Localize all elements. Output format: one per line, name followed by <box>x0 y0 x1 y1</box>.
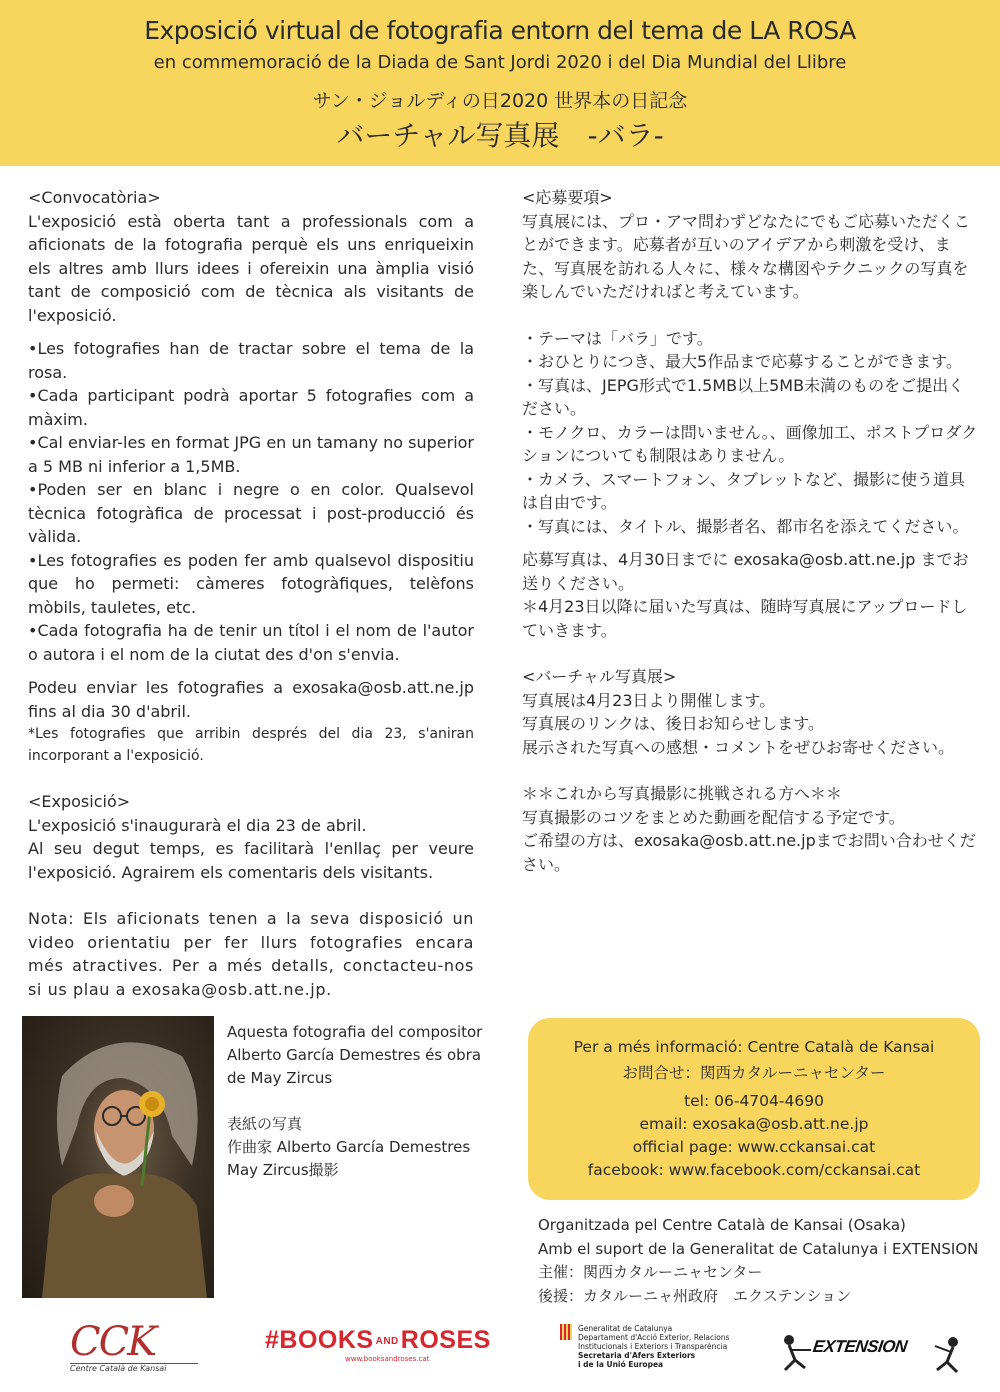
video-text: 写真撮影のコツをまとめた動画を配信する予定です。 <box>522 807 905 827</box>
header-banner <box>0 0 1000 166</box>
generalitat-logo <box>560 1324 740 1380</box>
books-and-roses-logo <box>265 1326 495 1376</box>
video-heading: ＊＊これから写真撮影に挑戦される方へ＊＊ <box>522 784 843 803</box>
convocatoria-text: L'exposició està oberta tant a professionals com a aficionats de la fotografia perquè els uns enriqueixin els altres amb llurs idees i ofereixin una àmplia visió tant de composició com de tècnica als visitants de l'exposició. <box>28 211 474 325</box>
organizer-line: 主催：関西カタルーニャセンター <box>538 1263 763 1281</box>
rule-item: ・写真は、JEPG形式で1.5MB以上5MB未満のものをご提出ください。 <box>522 375 965 418</box>
info-heading: Per a més informació: Centre Català de Kansai <box>573 1038 935 1056</box>
requirements-text: 写真展には、プロ・アマ問わずどなたにでもご応募いただくことができます。応募者が互いのアイデアから刺激を受け、また、写真展を訪れる人々に、様々な構図やテクニックの写真を楽しんでいただければと考えています。 <box>522 211 971 301</box>
virtual-expo-text: 写真展のリンクは、後日お知らせします。 <box>522 714 824 733</box>
photo-caption <box>227 1021 497 1182</box>
exposicio-text: L'exposició s'inaugurarà el dia 23 de abril. <box>28 815 367 835</box>
books-logo-url: www.booksandroses.cat <box>345 1355 430 1363</box>
virtual-expo-text: 写真展は4月23日より開催します。 <box>522 690 776 710</box>
rule-item: ・カメラ、スマートフォン、タブレットなど、撮影に使う道具は自由です。 <box>522 469 966 512</box>
rule-item: •Cal enviar-les en format JPG en un tamany no superior a 5 MB ni inferior a 1,5MB. <box>28 433 474 476</box>
send-note: ＊4月23日以降に届いた写真は、随時写真展にアップロードしていきます。 <box>522 597 968 640</box>
rule-item: •Les fotografies es poden fer amb qualsevol dispositiu que ho permeti: càmeres fotogràfiques, telèfons mòbils, tauletes, etc. <box>28 550 474 617</box>
send-note: *Les fotografies que arribin després del dia 23, s'aniran incorporant a l'exposició. <box>28 726 474 764</box>
books-logo-hash: #BOOKS <box>265 1326 374 1354</box>
caption-line: de May Zircus <box>227 1069 333 1087</box>
books-logo-and: AND <box>375 1335 399 1347</box>
rule-item: •Cada fotografia ha de tenir un títol i el nom de l'autor o autora i el nom de la ciutat des d'on s'envia. <box>28 621 474 664</box>
organizer-line: 後援：カタルーニャ州政府 エクステンション <box>538 1286 852 1305</box>
books-logo-roses: ROSES <box>400 1326 491 1354</box>
virtual-expo-text: 展示された写真への感想・コメントをぜひお寄せください。 <box>522 737 955 757</box>
gencat-line: i de la Unió Europea <box>578 1360 664 1369</box>
senyera-icon <box>560 1324 572 1340</box>
organizer-line: Amb el suport de la Generalitat de Catalunya i EXTENSION <box>538 1239 979 1258</box>
video-text: ご希望の方は、exosaka@osb.att.ne.jpまでお問い合わせください。 <box>522 831 976 874</box>
info-heading-jp: お問合せ：関西カタルーニャセンター <box>622 1064 886 1082</box>
portrait-illustration <box>22 1016 214 1298</box>
exposicio-heading: <Exposició> <box>28 792 131 811</box>
facebook-link[interactable]: facebook: www.facebook.com/cckansai.cat <box>587 1161 921 1179</box>
rule-item: ・おひとりにつき、最大5作品まで応募することができます。 <box>522 352 962 371</box>
cover-photo <box>22 1016 214 1298</box>
rule-item: ・写真には、タイトル、撮影者名、都市名を添えてください。 <box>522 516 969 536</box>
rule-item: •Cada participant podrà aportar 5 fotografies com a màxim. <box>28 386 474 429</box>
gencat-line: Departament d'Acció Exterior, Relacions <box>578 1333 730 1342</box>
page-title: Exposició virtual de fotografia entorn del tema de LA ROSA <box>144 16 856 45</box>
jp-subtitle: サン・ジョルディの日2020 世界本の日記念 <box>312 90 688 112</box>
virtual-expo-heading: <バーチャル写真展> <box>522 667 677 686</box>
gencat-line: Institucionals i Exteriors i Transparència <box>578 1342 728 1351</box>
convocatoria-heading: <Convocatòria> <box>28 188 161 207</box>
sponsor-logos <box>0 1316 1000 1386</box>
cck-logo-subtext: Centre Català de Kansai <box>70 1363 198 1373</box>
rule-item: ・モノクロ、カラーは問いません。、画像加工、ポストプロダクションについても制限はありません。 <box>522 422 978 465</box>
page-subtitle: en commemoració de la Diada de Sant Jordi 2020 i del Dia Mundial del Llibre <box>153 52 847 73</box>
phone-text: tel: 06-4704-4690 <box>684 1092 824 1110</box>
caption-line: 作曲家 Alberto García Demestres <box>227 1138 471 1156</box>
organizer-line: Organitzada pel Centre Català de Kansai (Osaka) <box>538 1216 906 1234</box>
japanese-column <box>522 186 978 876</box>
rule-item: ・テーマは「バラ」です。 <box>522 328 713 348</box>
caption-line: Aquesta fotografia del compositor <box>227 1023 483 1041</box>
send-text: Podeu enviar les fotografies a exosaka@osb.att.ne.jp fins al dia 30 d'abril. <box>28 678 474 721</box>
contact-info-box <box>528 1018 980 1200</box>
cck-logo-text: CCK <box>70 1319 156 1365</box>
extension-logo <box>775 1328 975 1378</box>
gencat-line: Secretaria d'Afers Exteriors <box>578 1351 696 1360</box>
catalan-column <box>28 186 474 1001</box>
organizers <box>538 1214 988 1308</box>
extension-logo-text: EXTENSION <box>811 1337 909 1356</box>
email-link[interactable]: email: exosaka@osb.att.ne.jp <box>639 1115 869 1133</box>
nota-text: Nota: Els aficionats tenen a la seva disposició un video orientatiu per fer llurs fotografies encara més atractives. Per a més detalls, conctacteu-nos si us plau a exosaka@osb.att.ne.jp. <box>28 909 474 999</box>
gencat-line: Generalitat de Catalunya <box>578 1324 673 1333</box>
official-page-link[interactable]: official page: www.cckansai.cat <box>632 1138 876 1156</box>
caption-line: 表紙の写真 <box>227 1115 303 1133</box>
jp-title: バーチャル写真展 -バラ- <box>336 119 664 152</box>
rule-item: •Les fotografies han de tractar sobre el tema de la rosa. <box>28 339 474 382</box>
send-text: 応募写真は、4月30日までに exosaka@osb.att.ne.jp までお送りください。 <box>522 550 969 593</box>
caption-line: May Zircus撮影 <box>227 1161 339 1179</box>
exposicio-text: Al seu degut temps, es facilitarà l'enllaç per veure l'exposició. Agrairem els comentaris dels visitants. <box>28 839 474 882</box>
cck-logo <box>70 1319 210 1373</box>
requirements-heading: <応募要項> <box>522 188 613 207</box>
caption-line: Alberto García Demestres és obra <box>227 1046 482 1064</box>
rule-item: •Poden ser en blanc i negre o en color. Qualsevol tècnica fotogràfica de processat i post-producció és vàlida. <box>28 480 474 546</box>
